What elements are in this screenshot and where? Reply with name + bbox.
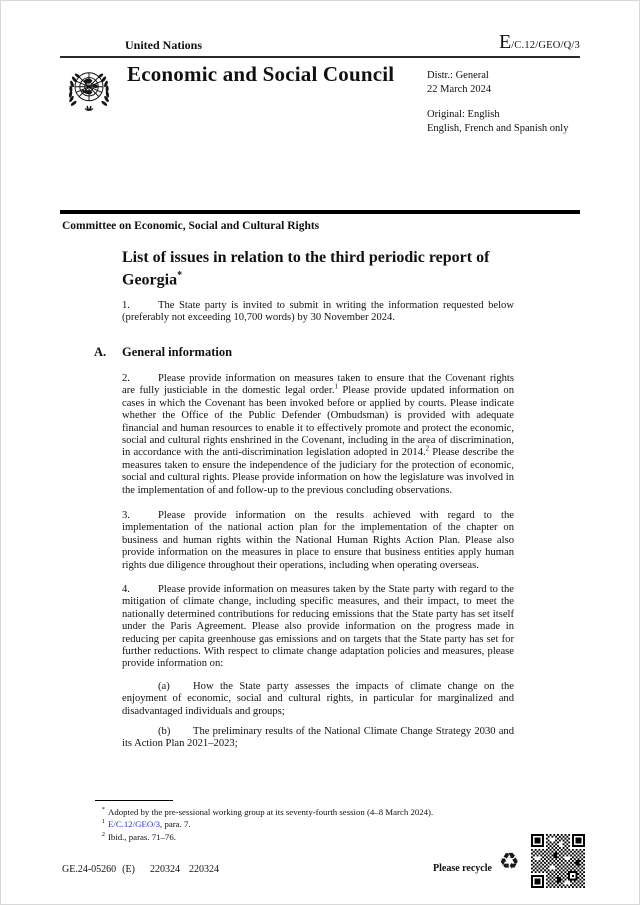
committee-heading: Committee on Economic, Social and Cultural Rights — [62, 220, 320, 232]
document-title — [122, 249, 542, 288]
paragraph-number: 2. — [122, 373, 130, 384]
paragraph-text: Please provide information on the results achieved with regard to the implementation of the national action plan for the implementation of the chapter on business and human rights within the National Human Rights Action Plan. Please also provide information on the measures in place to ensure that business entities apply human rights due diligence throughout their operations, including when operating overseas. — [122, 510, 514, 571]
footnote-text: , para. 7. — [160, 819, 191, 830]
paragraph-number: 4. — [122, 584, 130, 595]
header-divider — [60, 56, 580, 58]
footnote-star: * Adopted by the pre-sessional working group at its seventy-fourth session (4–8 March 2024). — [101, 806, 434, 817]
section-label: A. — [94, 345, 107, 359]
date-code-2: 220324 — [188, 864, 219, 875]
paragraph-text: The preliminary results of the National Climate Change Strategy 2030 and its Action Plan 2021–2023; — [122, 726, 514, 750]
footnote-ref-1: 1 — [334, 383, 338, 391]
title-footnote-ref: * — [177, 269, 183, 281]
paragraph-number: 3. — [122, 510, 130, 521]
un-emblem-icon — [61, 64, 117, 120]
original-language-line: Original: English — [427, 109, 500, 120]
ge-number: GE.24-05260 — [62, 864, 117, 875]
subparagraph-label: (b) — [158, 726, 171, 737]
footnotes-block — [95, 806, 525, 843]
footnote-2: 2 Ibid., paras. 71–76. — [101, 830, 176, 842]
paragraph-2 — [122, 373, 514, 497]
doc-symbol-rest: /C.12/GEO/Q/3 — [511, 40, 580, 51]
subparagraph-b — [122, 726, 514, 751]
paragraph-1 — [122, 300, 514, 325]
distribution-block — [427, 69, 587, 136]
recycle-icon: ♻ — [499, 849, 520, 875]
paragraph-number: 1. — [122, 300, 130, 311]
language-code: (E) — [122, 864, 135, 875]
footnote-1: 1 E/C.12/GEO/3, para. 7. — [101, 818, 191, 830]
footnote-ref-2: 2 — [425, 445, 430, 453]
footnote-text: Ibid., paras. 71–76. — [108, 831, 176, 842]
document-title-text: List of issues in relation to the third periodic report of Georgia — [122, 249, 490, 288]
council-title: Economic and Social Council — [127, 62, 395, 86]
languages-line: English, French and Spanish only — [427, 123, 569, 134]
doc-symbol — [499, 31, 580, 54]
footnote-separator — [95, 800, 173, 801]
paragraph-text: Please provide information on measures taken to ensure that the Covenant rights are fully justiciable in the domestic legal order. — [122, 373, 514, 397]
section-a-heading — [94, 345, 232, 360]
subparagraph-label: (a) — [158, 681, 170, 692]
section-divider-bar — [60, 210, 580, 214]
paragraph-4 — [122, 584, 514, 671]
paragraph-text: The State party is invited to submit in writing the information requested below (preferably not exceeding 10,700 words) by 30 November 2024. — [122, 300, 514, 324]
date-line: 22 March 2024 — [427, 84, 492, 95]
footnote-document-link[interactable]: E/C.12/GEO/3 — [108, 819, 161, 830]
qr-code — [531, 834, 585, 888]
section-heading-text: General information — [122, 345, 233, 359]
paragraph-3 — [122, 510, 514, 572]
footer-doc-id — [62, 864, 219, 875]
distr-line: Distr.: General — [427, 70, 489, 81]
subparagraph-a — [122, 681, 514, 718]
date-code-1: 220324 — [149, 864, 180, 875]
recycle-label: Please recycle — [433, 863, 492, 874]
footnote-text: Adopted by the pre-sessional working group at its seventy-fourth session (4–8 March 2024). — [108, 807, 434, 817]
paragraph-text: Please provide information on measures taken by the State party with regard to the mitigation of climate change, including specific measures, and their impact, to meet the nationally determined contributions for reducing emissions that the State party has set itself under the Paris Agreement. Please also provide information on the progress made in reducing per capita greenhouse gas emissions and on targets that the State party has set for further reductions. With respect to climate change adaptation policies and measures, please provide information on: — [122, 584, 514, 670]
paragraph-text: How the State party assesses the impacts of climate change on the enjoyment of economic, social and cultural rights, in particular for marginalized and disadvantaged individuals and groups; — [122, 681, 514, 717]
paragraph-text: Please describe the measures taken to ensure the independence of the judiciary for the protection of economic, social and cultural rights. Please provide information on how the legislature was involved in the implementation of and follow-up to the previous concluding observations. — [122, 447, 514, 496]
paragraph-text: Please provide updated information on cases in which the Covenant has been invoked before or applied by courts. Please indicate whether the Office of the Public Defender (Ombudsman) is provided with adequate financial and human resources to enable it to effectively promote and protect the economic, social and cultural rights enshrined in the Covenant, including in the area of discrimination, in accordance with the anti-discrimination legislation adopted in 2014. — [122, 385, 514, 459]
org-name: United Nations — [125, 38, 203, 52]
doc-symbol-prefix: E — [498, 31, 512, 53]
